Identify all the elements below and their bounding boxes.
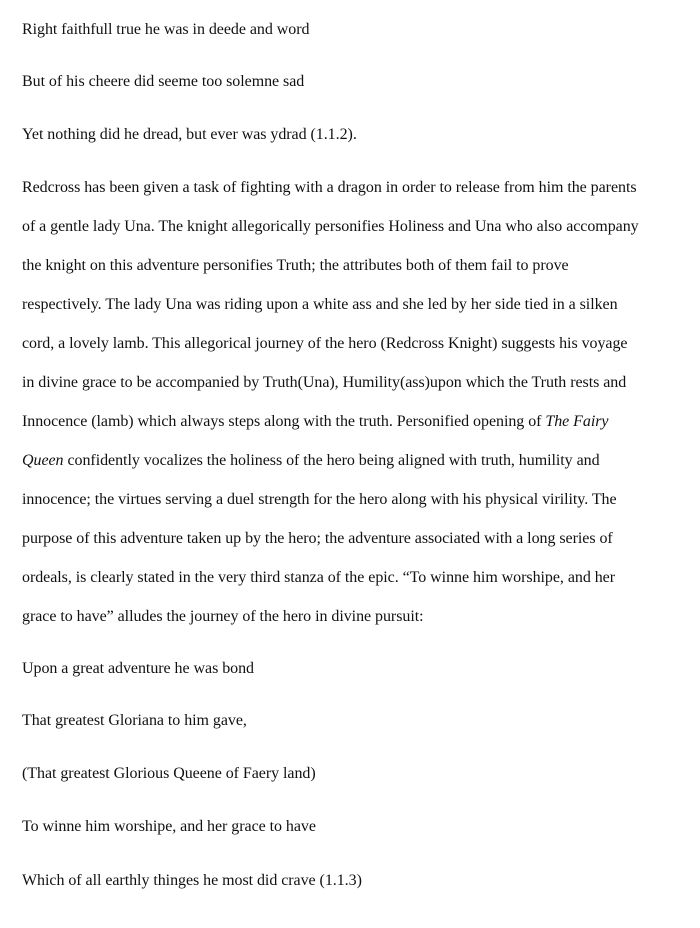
- paragraph-line: ordeals, is clearly stated in the very third stanza of the epic. “To winne him worshipe, and her: [22, 569, 615, 586]
- paragraph-text: Innocence (lamb) which always steps along with the truth. Personified opening of: [22, 413, 546, 430]
- paragraph-line: grace to have” alludes the journey of the hero in divine pursuit:: [22, 608, 424, 625]
- verse-line: To winne him worshipe, and her grace to have: [22, 818, 316, 835]
- italic-title: The Fairy: [545, 413, 609, 430]
- verse-line: Which of all earthly thinges he most did crave (1.1.3): [22, 872, 362, 889]
- verse-line: Right faithfull true he was in deede and word: [22, 21, 310, 38]
- paragraph-line: [22, 412, 608, 432]
- verse-line: Upon a great adventure he was bond: [22, 660, 254, 677]
- paragraph-line: [22, 451, 600, 471]
- verse-line: But of his cheere did seeme too solemne sad: [22, 73, 305, 90]
- paragraph-line: the knight on this adventure personifies Truth; the attributes both of them fail to prove: [22, 257, 569, 274]
- verse-line: (That greatest Glorious Queene of Faery land): [22, 765, 316, 782]
- verse-line: Yet nothing did he dread, but ever was ydrad (1.1.2).: [22, 126, 357, 143]
- paragraph-line: Redcross has been given a task of fighting with a dragon in order to release from him the parents: [22, 179, 637, 196]
- paragraph-line: respectively. The lady Una was riding upon a white ass and she led by her side tied in a silken: [22, 296, 618, 313]
- paragraph-line: in divine grace to be accompanied by Truth(Una), Humility(ass)upon which the Truth rests and: [22, 374, 627, 391]
- verse-line: That greatest Gloriana to him gave,: [22, 712, 247, 729]
- paragraph-line: purpose of this adventure taken up by the hero; the adventure associated with a long series of: [22, 530, 613, 547]
- paragraph-line: cord, a lovely lamb. This allegorical journey of the hero (Redcross Knight) suggests his voyage: [22, 335, 628, 352]
- paragraph-text: confidently vocalizes the holiness of the hero being aligned with truth, humility and: [63, 452, 600, 469]
- paragraph-line: of a gentle lady Una. The knight allegorically personifies Holiness and Una who also accompany: [22, 218, 639, 235]
- italic-title: Queen: [22, 452, 64, 469]
- paragraph-line: innocence; the virtues serving a duel strength for the hero along with his physical virility. The: [22, 491, 617, 508]
